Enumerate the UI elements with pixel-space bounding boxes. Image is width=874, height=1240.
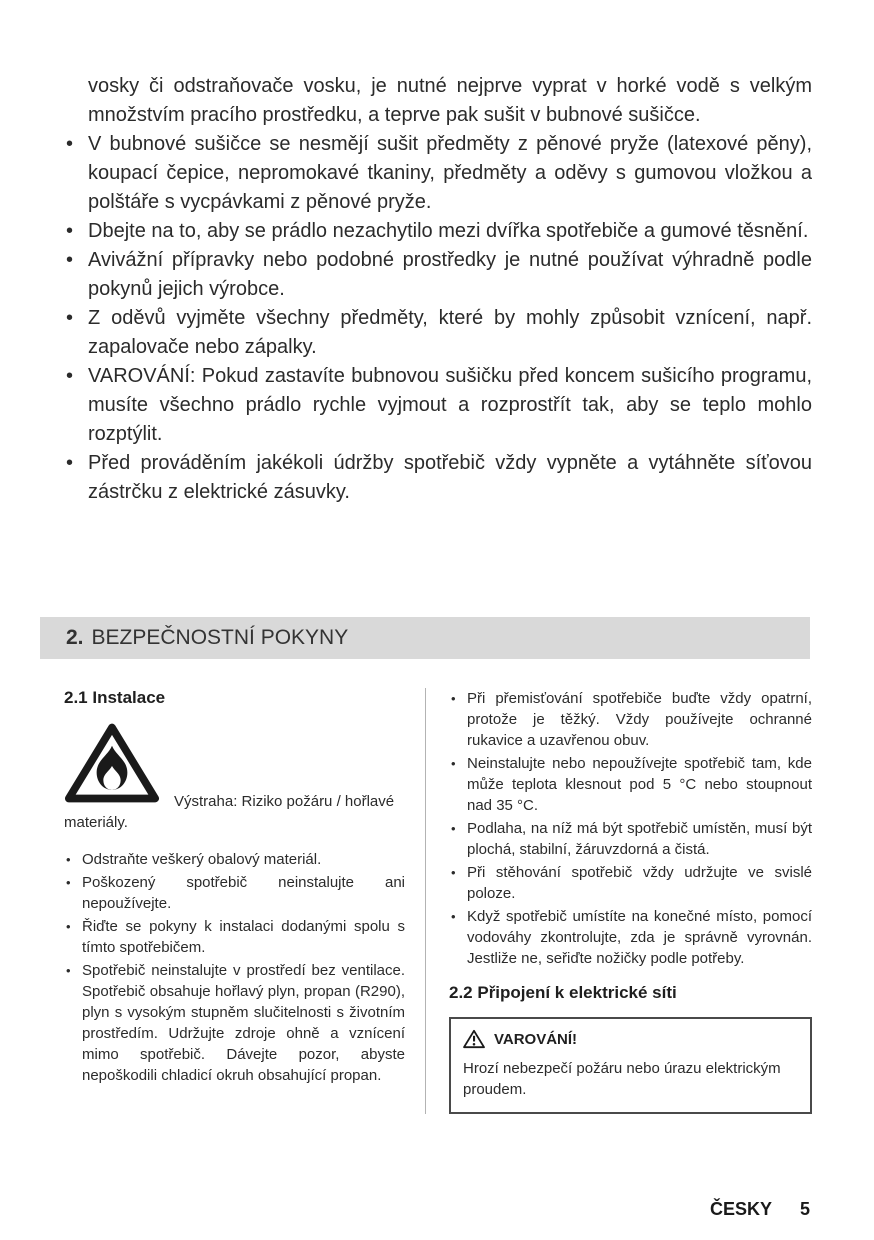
fire-warning-figure	[64, 720, 405, 833]
warning-box-title: VAROVÁNÍ!	[494, 1030, 578, 1048]
page-footer	[710, 1199, 810, 1220]
list-item-text: Poškozený spotřebič neinstalujte ani nepoužívejte.	[82, 874, 405, 912]
list-item	[64, 849, 405, 870]
list-item-text: Když spotřebič umístíte na konečné místo, pomocí vodováhy zkontrolujte, zda je správně vyrovnán. Jestliže ne, seřiďte nožičky podle potřeby.	[467, 908, 812, 967]
subsection-title-installation: 2.1 Instalace	[64, 688, 166, 707]
left-column	[64, 688, 405, 1114]
warning-triangle-icon	[463, 1029, 485, 1049]
list-item-text: Před prováděním jakékoli údržby spotřebič vždy vypněte a vytáhněte síťovou zástrčku z elektrické zásuvky.	[88, 452, 812, 503]
two-column-body	[64, 688, 812, 1114]
list-item-text: Avivážní přípravky nebo podobné prostředky je nutné používat výhradně podle pokynů jejich výrobce.	[88, 249, 812, 300]
warning-box-text: Hrozí nebezpečí požáru nebo úrazu elektrickým proudem.	[463, 1060, 781, 1098]
section-number: 2.	[66, 626, 84, 649]
list-item	[449, 862, 812, 904]
list-item-text: Při stěhování spotřebič vždy udržujte ve svislé poloze.	[467, 864, 812, 902]
warning-box-header	[463, 1029, 798, 1049]
safety-bullet-list	[64, 130, 812, 507]
list-item-text: Při přemisťování spotřebiče buďte vždy opatrní, protože je těžký. Vždy používejte ochranné rukavice a uzavřenou obuv.	[467, 690, 812, 749]
section-header	[40, 617, 810, 659]
list-item-text: Dbejte na to, aby se prádlo nezachytilo mezi dvířka spotřebiče a gumové těsnění.	[88, 220, 809, 242]
list-item	[64, 130, 812, 217]
fire-warning-caption: Výstraha: Riziko požáru / hořlavé materiály.	[64, 793, 395, 831]
list-item-text: Spotřebič neinstalujte v prostředí bez ventilace. Spotřebič obsahuje hořlavý plyn, propan (R290), plyn s vysokým stupněm slučitelnosti s životním prostředím. Udržujte zdroje ohně a vznícení mimo spotřebič. Dávejte pozor, abyste nepoškodili chladicí okruh obsahující propan.	[82, 962, 405, 1084]
list-item	[449, 753, 812, 816]
footer-page-number: 5	[799, 1199, 810, 1219]
list-item	[449, 906, 812, 969]
subsection-title-electrical: 2.2 Připojení k elektrické síti	[449, 983, 677, 1002]
installation-bullet-list-continued	[449, 688, 812, 969]
list-item	[449, 818, 812, 860]
section-title: BEZPEČNOSTNÍ POKYNY	[91, 626, 349, 649]
list-item	[64, 872, 405, 914]
list-item-text: Neinstalujte nebo nepoužívejte spotřebič tam, kde může teplota klesnout pod 5 °C nebo stoupnout nad 35 °C.	[467, 755, 812, 814]
list-item	[64, 246, 812, 304]
footer-language-label: ČESKY	[709, 1199, 772, 1219]
list-item	[64, 960, 405, 1086]
list-item	[64, 449, 812, 507]
fire-warning-triangle-icon	[64, 720, 160, 806]
list-item-text: V bubnové sušičce se nesmějí sušit předměty z pěnové pryže (latexové pěny), koupací čepice, nepromokavé tkaniny, předměty a oděvy s gumovou vložkou a polštáře s vycpávkami z pěnové pryže.	[88, 133, 812, 213]
list-item-text: Odstraňte veškerý obalový materiál.	[82, 851, 322, 868]
list-item	[64, 217, 812, 246]
list-item	[64, 304, 812, 362]
safety-info-list	[64, 72, 812, 507]
list-item	[64, 362, 812, 449]
list-item-text: VAROVÁNÍ: Pokud zastavíte bubnovou sušičku před koncem sušicího programu, musíte všechno prádlo rychle vyjmout a rozprostřít tak, aby se teplo mohlo rozptýlit.	[88, 365, 812, 445]
list-continuation-text: vosky či odstraňovače vosku, je nutné nejprve vyprat v horké vodě s velkým množstvím pracího prostředku, a teprve pak sušit v bubnové sušičce.	[88, 75, 812, 126]
list-item-text: Podlaha, na níž má být spotřebič umístěn, musí být plochá, stabilní, žáruvzdorná a čistá.	[467, 820, 812, 858]
list-item	[64, 916, 405, 958]
warning-box	[449, 1017, 812, 1114]
list-item-text: Z oděvů vyjměte všechny předměty, které by mohly způsobit vznícení, např. zapalovače nebo zápalky.	[88, 307, 812, 358]
right-column	[449, 688, 812, 1114]
list-item	[449, 688, 812, 751]
list-item-text: Řiďte se pokyny k instalaci dodanými spolu s tímto spotřebičem.	[82, 918, 405, 956]
column-divider	[425, 688, 426, 1114]
installation-bullet-list	[64, 849, 405, 1086]
